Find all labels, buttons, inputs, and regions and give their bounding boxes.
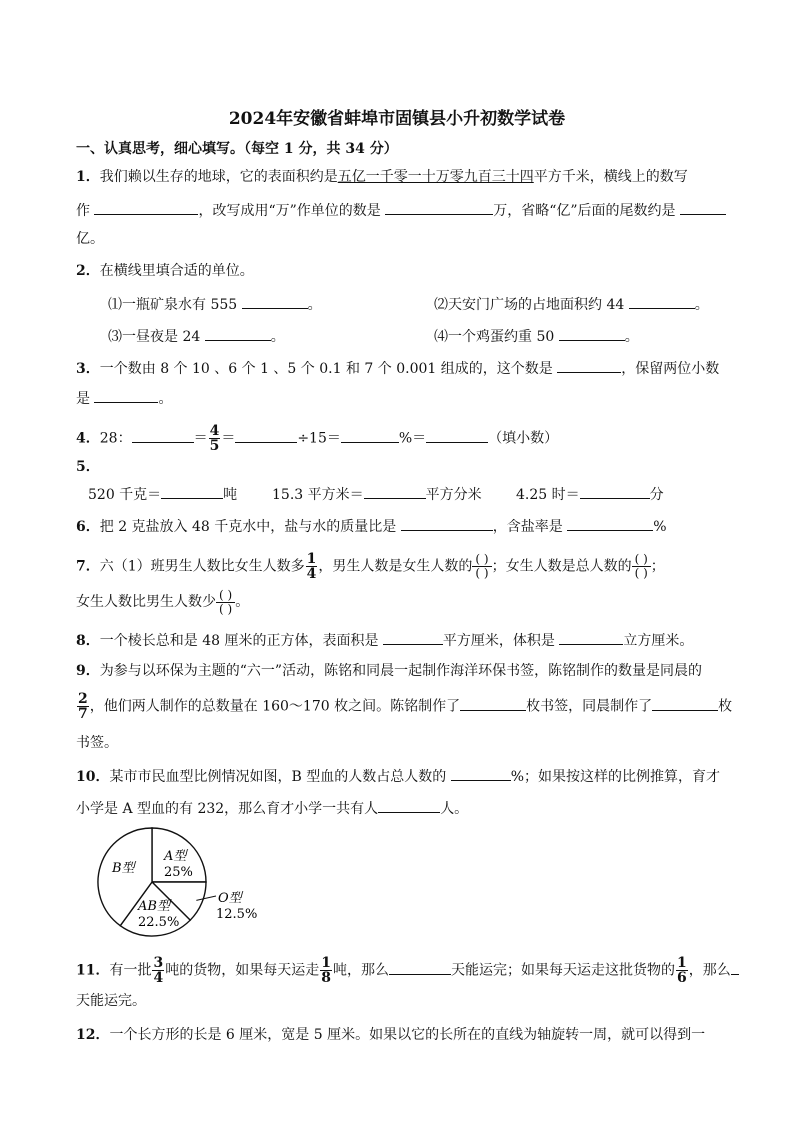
fraction-numerator: 3 <box>153 955 164 971</box>
question-text: 女生人数比男生人数少 <box>76 594 216 610</box>
question-10-line-2 <box>76 798 748 818</box>
answer-blank[interactable] <box>341 428 399 443</box>
question-6 <box>76 516 748 536</box>
question-text: 平方厘米，体积是 <box>442 633 555 649</box>
question-number: 2． <box>76 263 100 279</box>
fraction-numerator: 1 <box>306 551 317 567</box>
item-unit: 平方分米 <box>425 487 482 503</box>
question-text: 小学是 A 型血的有 232，那么育才小学一共有人 <box>76 801 379 817</box>
question-text: 吨，那么 <box>332 962 389 979</box>
question-8 <box>76 630 748 650</box>
question-text: 一个数由 8 个 10 、6 个 1 、5 个 0.1 和 7 个 0.001 组成的，这个数是 <box>99 361 553 377</box>
blank-denominator: ( ) <box>634 566 648 580</box>
answer-blank[interactable] <box>242 294 308 309</box>
item-unit: 吨 <box>223 487 238 503</box>
blank-numerator: ( ) <box>472 553 491 567</box>
blood-type-pie-chart <box>96 824 276 940</box>
underlined-number-words: 五亿一千零一十万零九百三十四 <box>337 169 534 185</box>
question-number: 6． <box>76 519 100 535</box>
answer-blank[interactable] <box>401 516 493 531</box>
pie-slice-label: O型 <box>218 891 242 906</box>
item-end: 。 <box>694 297 709 313</box>
question-text: 一个长方形的长是 6 厘米，宽是 5 厘米。如果以它的长所在的直线为轴旋转一周，就可以得到一 <box>109 1027 706 1043</box>
fraction-one-quarter <box>306 552 318 581</box>
question-text: 天能运完。 <box>76 993 146 1009</box>
section-heading-1: 一、认真思考，细心填写。（每空 1 分，共 34 分） <box>76 141 398 157</box>
question-number: 10． <box>76 769 110 785</box>
question-number: 3． <box>76 361 100 377</box>
fraction-denominator: 5 <box>209 438 220 454</box>
question-text: 。 <box>158 391 173 407</box>
question-9-line-3 <box>76 734 748 752</box>
pie-slice-label: AB型 <box>138 899 170 914</box>
question-2-line-1 <box>76 262 748 280</box>
question-number: 5． <box>76 459 100 475</box>
fraction-blank[interactable] <box>632 553 651 580</box>
question-text: ，男生人数是女生人数的 <box>318 558 473 575</box>
equals-sign: ＝ <box>193 430 208 447</box>
blank-numerator: ( ) <box>216 589 235 603</box>
fraction-numerator: 1 <box>676 955 687 971</box>
answer-blank[interactable] <box>652 696 718 711</box>
answer-blank[interactable] <box>383 630 443 645</box>
fraction-denominator: 6 <box>676 970 687 986</box>
question-number: 8． <box>76 633 100 649</box>
question-text: ； <box>650 558 665 575</box>
question-5-item-2 <box>272 484 482 504</box>
page-title: 2024年安徽省蚌埠市固镇县小升初数学试卷 <box>228 109 566 129</box>
answer-blank[interactable] <box>680 200 726 215</box>
pie-slice-value-label: 12.5% <box>216 907 258 922</box>
question-7-line-1 <box>76 552 748 582</box>
question-number: 12． <box>76 1027 110 1043</box>
question-text: 某市市民血型比例情况如图，B 型血的人数占总人数的 <box>109 769 447 785</box>
question-1-line-3 <box>76 230 748 248</box>
question-text: %＝ <box>398 430 427 447</box>
fraction-three-quarters <box>152 956 164 985</box>
question-12-line-1 <box>76 1026 748 1044</box>
answer-blank[interactable] <box>567 516 653 531</box>
question-text: ，保留两位小数 <box>621 361 720 377</box>
fraction-numerator: 1 <box>321 955 331 971</box>
question-text: ，那么 <box>688 962 731 979</box>
pie-slice-value-label: 22.5% <box>138 915 180 930</box>
answer-blank[interactable] <box>235 428 297 443</box>
question-text: 书签。 <box>76 735 118 751</box>
answer-blank[interactable] <box>460 696 526 711</box>
question-text: 枚 <box>718 698 733 715</box>
question-1-line-1 <box>76 168 748 186</box>
fraction-denominator: 7 <box>78 706 88 722</box>
item-text: ⑷一个鸡蛋约重 50 <box>434 329 555 345</box>
question-text: ，他们两人制作的总数量在 160～170 枚之间。陈铭制作了 <box>89 698 461 715</box>
question-9-line-1 <box>76 662 748 680</box>
answer-blank[interactable] <box>451 766 511 781</box>
fraction-two-sevenths <box>77 692 89 721</box>
pie-slice-label: A型 <box>164 849 187 864</box>
question-text: 一个棱长总和是 48 厘米的正方体，表面积是 <box>99 633 379 649</box>
equals-sign: ＝ <box>221 430 236 447</box>
question-2-item-1 <box>108 294 322 314</box>
question-text: 有一批 <box>109 962 152 979</box>
item-text: ⑵天安门广场的占地面积约 44 <box>434 297 625 313</box>
answer-blank[interactable] <box>94 388 158 403</box>
item-text: 520 千克＝ <box>88 487 162 503</box>
fraction-denominator: 4 <box>153 970 164 986</box>
question-text: ，含盐率是 <box>492 519 563 535</box>
question-2-item-4 <box>434 326 639 346</box>
question-11-line-1 <box>76 956 748 986</box>
answer-blank[interactable] <box>580 484 650 499</box>
item-text: 4.25 时＝ <box>516 487 580 503</box>
answer-blank[interactable] <box>132 428 194 443</box>
answer-blank[interactable] <box>364 484 426 499</box>
question-3-line-2 <box>76 388 748 408</box>
question-text: 万，省略“亿”后面的尾数约是 <box>493 203 676 219</box>
fraction-denominator: 4 <box>306 566 317 582</box>
question-number: 1． <box>76 169 100 185</box>
question-5-item-3 <box>516 484 664 504</box>
item-end: 。 <box>270 329 285 345</box>
question-text: 亿。 <box>76 231 104 247</box>
answer-blank[interactable] <box>559 326 625 341</box>
question-text: %；如果按这样的比例推算，育才 <box>510 769 720 785</box>
question-text: 28： <box>99 430 132 447</box>
question-text: 我们赖以生存的地球，它的表面积约是 <box>99 169 338 185</box>
answer-blank[interactable] <box>629 294 695 309</box>
question-number: 9． <box>76 663 100 679</box>
question-text: 为参与以环保为主题的“六一”活动，陈铭和同晨一起制作海洋环保书签，陈铭制作的数量是同晨的 <box>99 663 703 679</box>
question-number: 4． <box>76 430 100 447</box>
question-2-item-3 <box>108 326 285 346</box>
question-text: 作 <box>76 203 90 219</box>
answer-blank[interactable] <box>731 960 739 975</box>
pie-slice-label: B型 <box>112 861 135 876</box>
answer-blank[interactable] <box>389 960 451 975</box>
question-5-line-1 <box>76 458 748 476</box>
blank-denominator: ( ) <box>475 566 489 580</box>
answer-blank[interactable] <box>205 326 271 341</box>
item-text: ⑶一昼夜是 24 <box>108 329 201 345</box>
fraction-numerator: 4 <box>209 423 220 439</box>
question-9-line-2 <box>76 692 748 722</box>
question-text: 。 <box>235 594 250 610</box>
question-text: ，改写成用“万”作单位的数是 <box>198 203 381 219</box>
question-text: 把 2 克盐放入 48 千克水中，盐与水的质量比是 <box>99 519 397 535</box>
question-text: ÷15＝ <box>297 430 341 447</box>
question-5-item-1 <box>88 484 237 504</box>
question-10-line-1 <box>76 766 748 786</box>
blank-denominator: ( ) <box>219 601 233 616</box>
question-11-line-2 <box>76 992 748 1010</box>
item-end: 。 <box>624 329 639 345</box>
item-text: 15.3 平方米＝ <box>272 487 364 503</box>
question-text: 天能运完；如果每天运走这批货物的 <box>450 962 675 979</box>
question-text: 枚书签，同晨制作了 <box>526 698 653 715</box>
answer-blank[interactable] <box>94 200 198 215</box>
question-text: 立方厘米。 <box>623 633 694 649</box>
question-text: % <box>653 519 667 535</box>
fraction-blank[interactable] <box>472 553 491 580</box>
fraction-denominator: 8 <box>321 970 331 986</box>
question-number: 11． <box>76 962 110 979</box>
question-4 <box>76 424 748 453</box>
question-3-line-1 <box>76 358 748 378</box>
answer-blank[interactable] <box>378 798 440 813</box>
fraction-one-sixth <box>676 956 688 985</box>
question-text: 吨的货物，如果每天运走 <box>165 962 320 979</box>
answer-blank[interactable] <box>557 358 621 373</box>
answer-blank[interactable] <box>426 428 488 443</box>
fraction-four-fifths <box>209 424 221 453</box>
fraction-blank[interactable] <box>216 589 235 616</box>
question-number: 7． <box>76 558 100 575</box>
question-note: （填小数） <box>488 430 559 447</box>
answer-blank[interactable] <box>385 200 493 215</box>
question-2-item-2 <box>434 294 709 314</box>
question-7-line-2 <box>76 588 748 618</box>
answer-blank[interactable] <box>559 630 623 645</box>
question-text: 人。 <box>440 801 469 817</box>
question-1-line-2 <box>76 200 748 220</box>
pie-slice-value-label: 25% <box>164 865 193 880</box>
blank-numerator: ( ) <box>632 553 651 567</box>
fraction-one-eighth <box>320 956 332 985</box>
question-text: 是 <box>76 391 90 407</box>
item-text: ⑴一瓶矿泉水有 555 <box>108 297 238 313</box>
question-text: 六（1）班男生人数比女生人数多 <box>99 558 305 575</box>
question-text: ；女生人数是总人数的 <box>491 558 632 575</box>
question-text: 在横线里填合适的单位。 <box>99 263 254 279</box>
answer-blank[interactable] <box>161 484 223 499</box>
fraction-numerator: 2 <box>78 691 88 707</box>
item-unit: 分 <box>649 487 664 503</box>
question-text: 平方千米，横线上的数写 <box>533 169 688 185</box>
item-end: 。 <box>307 297 322 313</box>
